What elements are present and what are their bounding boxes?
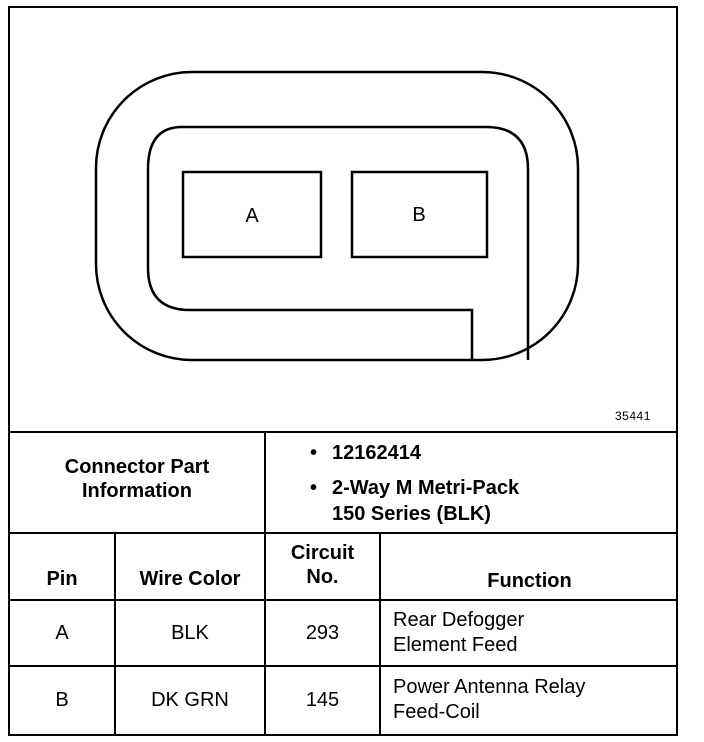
divider-circuit-function: [379, 532, 381, 734]
connector-description-line2: 150 Series (BLK): [332, 503, 491, 525]
divider-info-columns: [264, 431, 266, 533]
connector-part-label-line2: Information: [82, 480, 192, 502]
header-circuit-no: [266, 541, 379, 589]
header-wire-color: Wire Color: [139, 568, 241, 590]
row-b-circuit: 145: [305, 689, 340, 711]
header-pin: Pin: [46, 568, 78, 590]
header-circuit-line2: No.: [306, 566, 339, 588]
row-a-function: [393, 608, 673, 658]
row-b-function: [393, 675, 675, 725]
row-b-function-line2: Feed-Coil: [393, 701, 480, 723]
row-b-function-line1: Power Antenna Relay: [393, 676, 586, 698]
connector-part-label: [10, 455, 264, 503]
header-function: Function: [487, 570, 572, 592]
header-circuit-line1: Circuit: [290, 542, 355, 564]
bullet-icon: •: [310, 442, 318, 464]
figure-number: 35441: [615, 409, 651, 423]
connector-part-label-line1: Connector Part: [64, 456, 210, 478]
connector-description-line1: 2-Way M Metri-Pack: [332, 477, 520, 499]
row-a-pin: A: [55, 621, 69, 644]
row-a-function-line2: Element Feed: [393, 634, 518, 656]
row-b-pin: B: [55, 689, 69, 711]
divider-info-table: [8, 532, 678, 534]
row-a-wire-color: BLK: [171, 621, 209, 644]
pin-b-label: B: [412, 204, 426, 226]
row-a-function-line1: Rear Defogger: [393, 609, 525, 631]
row-b-wire-color: DK GRN: [151, 689, 229, 711]
connector-outer-shell: [96, 72, 578, 360]
pin-a-label: A: [245, 205, 259, 227]
connector-inner-cavity: [148, 127, 528, 360]
part-number: 12162414: [332, 442, 421, 464]
divider-diagram-info: [8, 431, 678, 433]
bullet-icon: •: [310, 477, 318, 499]
row-a-circuit: 293: [305, 621, 340, 644]
